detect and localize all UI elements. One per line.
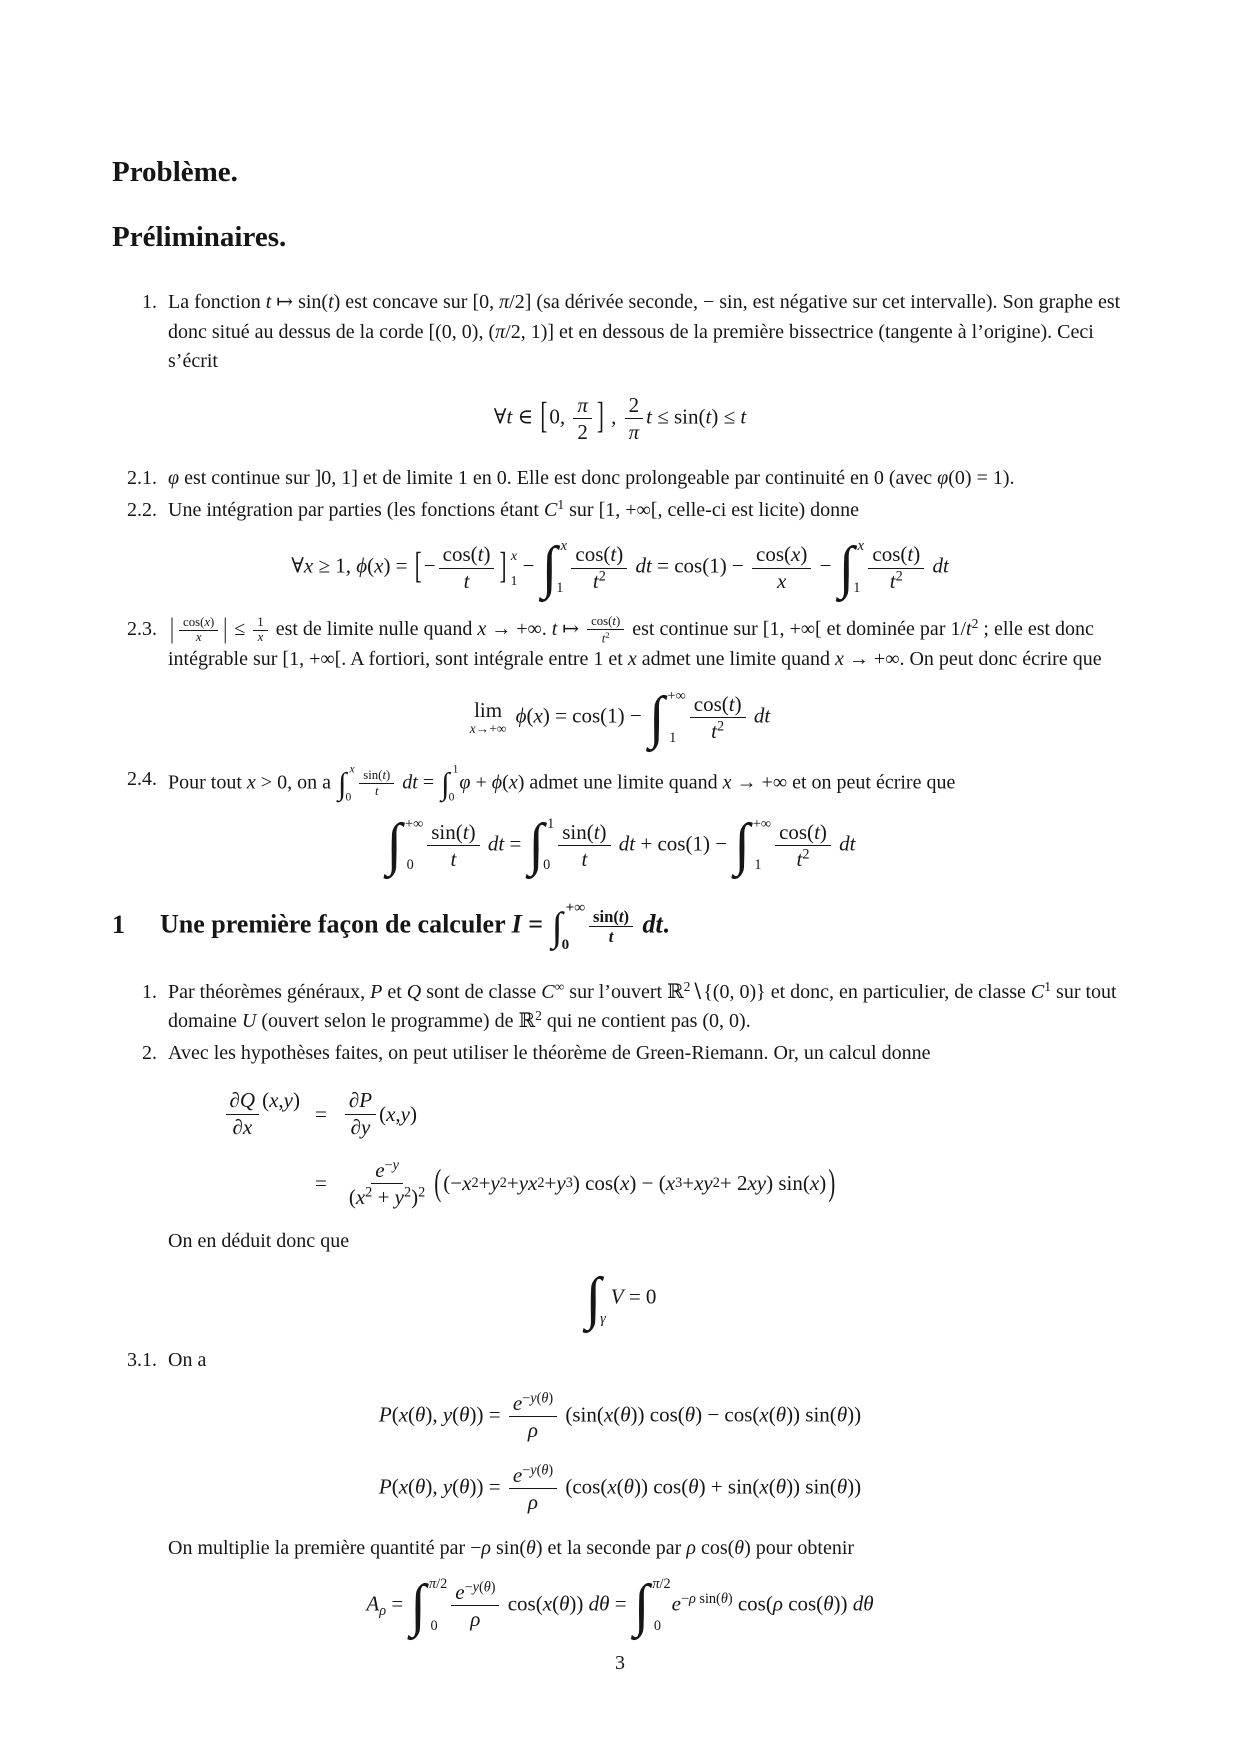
paragraph-multiply: On multiplie la première quantité par −ρ sin(θ) et la seconde par ρ cos(θ) pour obtenir [168,1536,855,1559]
item-text: Par théorèmes généraux, P et Q sont de classe C∞ sur l’ouvert ℝ$^2$∖{(0, 0)} et donc, en particulier, de classe $C^1$ sur tout domaine U (ouvert selon le programme) de ℝ$^2$ qui ne contient pas (0, 0). [168,978,1117,1033]
item-text: La fonction t ↦ sin(t) est concave sur [0, π/2] (sa dérivée seconde, − sin, est négative sur cet intervalle). Son graphe est donc situé au dessus de la corde [(0, 0), (π/2, 1)] et en dessous de la première bissectrice (tangente à l’origine). Ceci s’écrit [168,291,1121,373]
eq-limit-phi: lim x→+∞ ϕ(x) = cos(1) − ∫ +∞ 1 $\frac{\cos(t)}{t^2}$ dt [469,684,771,750]
prelim-item-2-2 [112,496,1128,526]
item-label: 2.4. [127,767,157,790]
align-right: $\frac{e^{-y}}{(x^2 + y^2)^2}$ ( (− x 2 + y 2 + yx 2 + y 3 ) cos( x ) − ( x 3 + xy 2 + 2 xy ) sin( x ) ) [348,1157,836,1209]
section1-item-2 [112,1039,1128,1069]
item-text: Avec les hypothèses faites, on peut utiliser le théorème de Green-Riemann. Or, un calcul donne [168,1041,931,1064]
page-number: 3 [615,1652,625,1674]
section-1-heading [112,902,1128,951]
item-label: 3.1. [127,1348,157,1371]
prelim-item-2-3 [112,615,1128,675]
section-title: Une première façon de calculer I = ∫ +∞ 0 $\frac{\sin(t)}{t}$ dt. [160,900,670,953]
item-label: 2.3. [127,617,157,640]
equals-sign: = [315,1170,327,1195]
align-row-1 [170,1088,1128,1139]
align-left: $\frac{\partial Q}{\partial x}$ ( x , y ) [170,1088,300,1139]
prelim-item-2-4 [112,762,1128,804]
align-right: $\frac{\partial P}{\partial y}$ ( x , y ) [342,1088,417,1139]
eq-integral-split: ∫ +∞ 0 $\frac{\sin(t)}{t}$ dt = ∫ 1 0 $\frac{\sin(t)}{t}$ dt + cos(1) − ∫ +∞ 1 $\frac{\cos(t)}{t^2}$ dt [386,812,856,878]
item-text: Une intégration par parties (les fonctions étant $C^1$ sur [1, +∞[, celle-ci est licite) donne [168,496,860,521]
align-row-2 [170,1158,1128,1209]
eq-P-theta-1: P(x(θ), y(θ)) = $\frac{e^{-y(\theta)}}{\rho}$ (sin(x(θ)) cos(θ) − cos(x(θ)) sin(θ)) [378,1390,862,1443]
item-label: 2.1. [127,467,157,490]
prelim-item-1 [112,288,1128,377]
section-number: 1 [112,909,125,939]
doc-title: Problème. [112,156,238,188]
eq-concavity: ∀t ∈ [0, $\frac{\pi}{2}$ ] , $\frac{2}{\pi}$ t ≤ sin(t) ≤ t [493,392,747,444]
item-label: 2.2. [127,498,157,521]
prelim-item-2-1 [112,464,1128,494]
paragraph-deduction: On en déduit donc que [168,1230,350,1253]
section1-item-3-1 [112,1346,1128,1376]
item-label: 1. [142,980,157,1003]
eq-circulation-zero: ∫ γ V = 0 [585,1265,657,1331]
eq-align-green-riemann [170,1088,1128,1209]
eq-integration-by-parts: ∀x ≥ 1, ϕ(x) = [− $\frac{\cos(t)}{t}$ ] x 1 − ∫ x 1 $\frac{\cos(t)}{t^2}$ dt = cos(1) − $\frac{\cos(x)}{x}$ − ∫ x 1 $\frac{\cos(t)}{t^2}$ dt [291,535,949,600]
eq-P-theta-2: P(x(θ), y(θ)) = $\frac{e^{-y(\theta)}}{\rho}$ (cos(x(θ)) cos(θ) + sin(x(θ)) sin(θ)) [378,1462,862,1514]
item-text: | $\frac{\cos(x)}{x}$ | ≤ $\frac{1}{x}$ est de limite nulle quand x → +∞. t ↦ $\frac{\cos(t)}{t^2}$ est continue sur [1, +∞[ et dominée par $1/t^2$ ; elle est donc intégrable sur [1, +∞[. A fortiori, sont intégrale entre 1 et x admet une limite quand x → +∞. On peut donc écrire que [168,613,1102,671]
preliminaries-heading: Préliminaires. [112,221,287,253]
item-text: φ est continue sur ]0, 1] et de limite 1 en 0. Elle est donc prolongeable par continuité en 0 (avec φ(0) = 1). [168,467,1015,490]
section1-item-1 [112,978,1128,1037]
item-label: 1. [142,291,157,313]
item-text: Pour tout x > 0, on a ∫ x 0 $\frac{\sin(t)}{t}$ dt = ∫ 1 0 φ + ϕ(x) admet une limite quand x → +∞ et on peut écrire que [168,762,956,804]
equals-sign: = [315,1101,327,1126]
item-label: 2. [142,1041,157,1064]
eq-A-rho: $A_\rho$ = ∫ π/2 0 $\frac{e^{-y(\theta)}}{\rho}$ cos(x(θ)) dθ = ∫ π/2 0 $e^{-\rho sin(\theta)}$ cos(ρ cos(θ)) dθ [366,1572,874,1638]
item-text: On a [168,1348,207,1371]
